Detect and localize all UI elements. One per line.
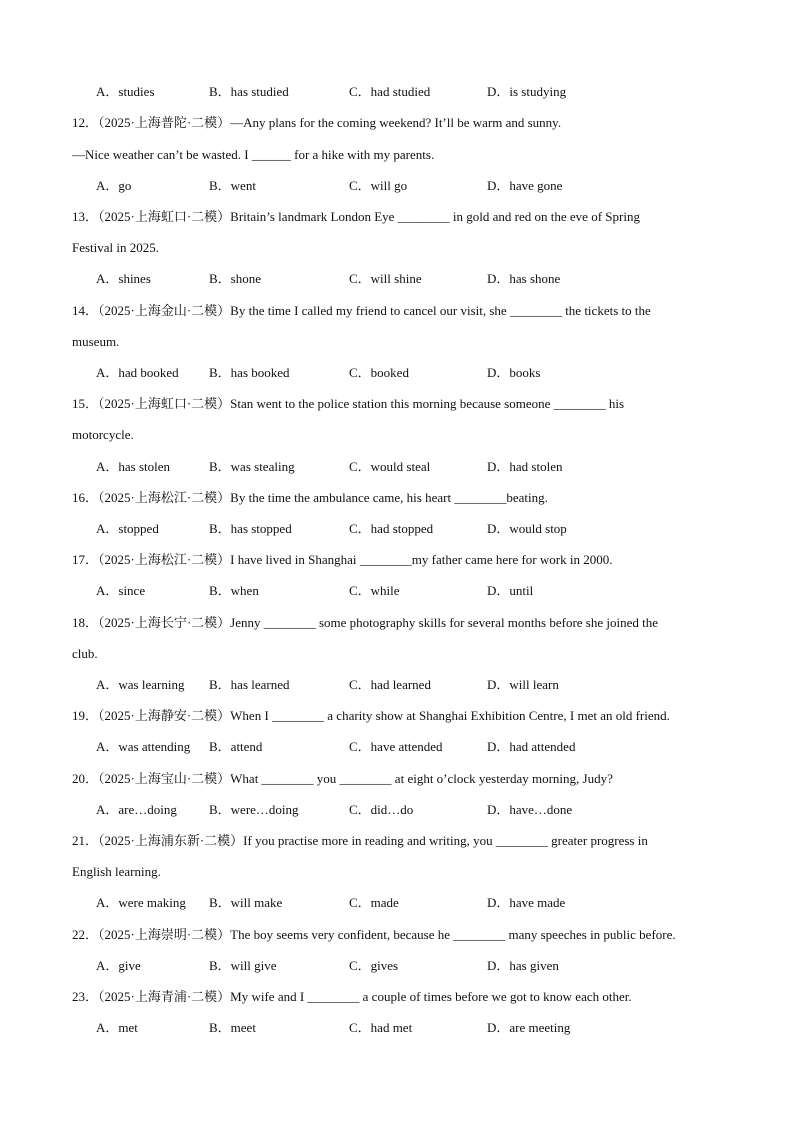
question-20-stem: 20．（2025·上海宝山·二模）What ________ you ________ at eight o’clock yesterday morning, Judy? xyxy=(72,771,613,786)
option-d: D．are meeting xyxy=(487,1020,571,1035)
option-b: B．will make xyxy=(209,895,283,910)
option-a: A．give xyxy=(96,958,141,973)
question-17-stem: 17．（2025·上海松江·二模）I have lived in Shanghai ________my father came here for work in 2000. xyxy=(72,552,613,567)
option-c: C．would steal xyxy=(349,459,431,474)
option-a: A．go xyxy=(96,178,132,193)
option-c: C．made xyxy=(349,895,399,910)
option-c: C．have attended xyxy=(349,739,443,754)
question-12-stem-cont: —Nice weather can’t be wasted. I ______ for a hike with my parents. xyxy=(72,147,435,162)
option-a: A．met xyxy=(96,1020,138,1035)
option-b: B．was stealing xyxy=(209,459,295,474)
question-19-stem: 19．（2025·上海静安·二模）When I ________ a charity show at Shanghai Exhibition Centre, I met an old friend. xyxy=(72,708,670,723)
option-d: D．until xyxy=(487,583,534,598)
question-22-stem: 22．（2025·上海崇明·二模）The boy seems very confident, because he ________ many speeches in public before. xyxy=(72,927,676,942)
option-a: A．were making xyxy=(96,895,186,910)
question-12-stem: 12．（2025·上海普陀·二模）—Any plans for the coming weekend? It’ll be warm and sunny. xyxy=(72,115,562,130)
option-c: C．will shine xyxy=(349,271,422,286)
question-14-stem: 14．（2025·上海金山·二模）By the time I called my friend to cancel our visit, she ________ the tickets to the xyxy=(72,303,651,318)
option-d: D．have…done xyxy=(487,802,573,817)
option-c: C．had studied xyxy=(349,84,431,99)
option-a: A．shines xyxy=(96,271,151,286)
option-b: B．shone xyxy=(209,271,262,286)
option-a: A．has stolen xyxy=(96,459,171,474)
question-16-stem: 16．（2025·上海松江·二模）By the time the ambulance came, his heart ________beating. xyxy=(72,490,548,505)
option-c: C．did…do xyxy=(349,802,414,817)
option-b: B．were…doing xyxy=(209,802,299,817)
option-b: B．has studied xyxy=(209,84,289,99)
option-a: A．are…doing xyxy=(96,802,177,817)
question-13-stem: 13．（2025·上海虹口·二模）Britain’s landmark London Eye ________ in gold and red on the eve of Spring xyxy=(72,209,640,224)
question-14-stem-cont: museum. xyxy=(72,334,120,349)
option-b: B．went xyxy=(209,178,256,193)
question-15-stem: 15．（2025·上海虹口·二模）Stan went to the police station this morning because someone ________ his xyxy=(72,396,625,411)
option-d: D．has shone xyxy=(487,271,561,286)
option-a: A．was learning xyxy=(96,677,185,692)
option-c: C．while xyxy=(349,583,400,598)
option-c: C．had met xyxy=(349,1020,413,1035)
question-23-stem: 23．（2025·上海青浦·二模）My wife and I ________ a couple of times before we got to know each other. xyxy=(72,989,632,1004)
option-d: D．has given xyxy=(487,958,559,973)
option-c: C．will go xyxy=(349,178,408,193)
option-a: A．stopped xyxy=(96,521,159,536)
option-d: D．have made xyxy=(487,895,566,910)
question-13-stem-cont: Festival in 2025. xyxy=(72,240,160,255)
option-b: B．when xyxy=(209,583,259,598)
option-d: D．would stop xyxy=(487,521,567,536)
question-18-stem: 18．（2025·上海长宁·二模）Jenny ________ some photography skills for several months before she joined the xyxy=(72,615,658,630)
option-a: A．studies xyxy=(96,84,155,99)
option-d: D．is studying xyxy=(487,84,567,99)
option-c: C．booked xyxy=(349,365,409,380)
question-15-stem-cont: motorcycle. xyxy=(72,427,134,442)
option-b: B．meet xyxy=(209,1020,256,1035)
option-b: B．has stopped xyxy=(209,521,292,536)
question-21-stem-cont: English learning. xyxy=(72,864,161,879)
option-d: D．had attended xyxy=(487,739,576,754)
option-b: B．attend xyxy=(209,739,263,754)
question-21-stem: 21．（2025·上海浦东新·二模）If you practise more in reading and writing, you ________ greater progress in xyxy=(72,833,648,848)
option-c: C．had stopped xyxy=(349,521,434,536)
option-b: B．will give xyxy=(209,958,277,973)
option-c: C．gives xyxy=(349,958,399,973)
question-18-stem-cont: club. xyxy=(72,646,98,661)
option-a: A．had booked xyxy=(96,365,179,380)
option-c: C．had learned xyxy=(349,677,431,692)
option-a: A．was attending xyxy=(96,739,191,754)
option-b: B．has booked xyxy=(209,365,290,380)
option-d: D．had stolen xyxy=(487,459,563,474)
option-d: D．books xyxy=(487,365,541,380)
option-a: A．since xyxy=(96,583,146,598)
option-d: D．will learn xyxy=(487,677,559,692)
option-b: B．has learned xyxy=(209,677,290,692)
option-d: D．have gone xyxy=(487,178,563,193)
